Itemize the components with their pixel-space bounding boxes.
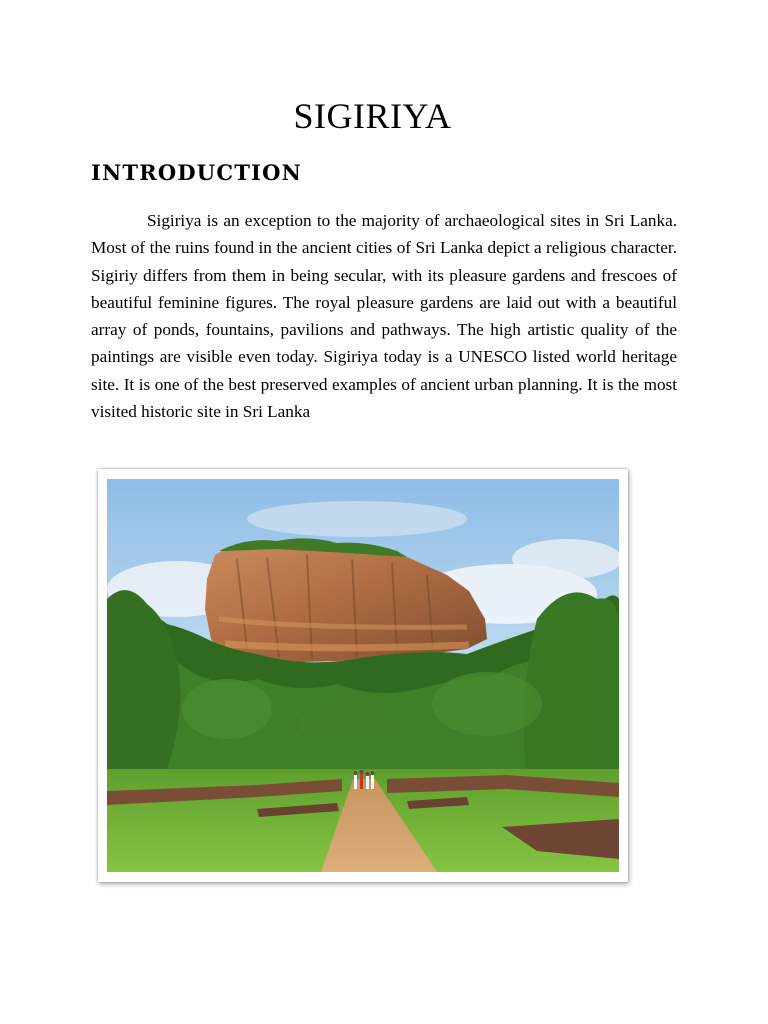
- photo-frame: [98, 469, 628, 882]
- page-title: SIGIRIYA: [293, 96, 452, 136]
- section-heading: INTRODUCTION: [91, 160, 302, 185]
- intro-paragraph: Sigiriya is an exception to the majority of archaeological sites in Sri Lanka. Most of the ruins found in the ancient cities of Sri Lanka depict a religious character. Sigiriy differs from them in being secular, with its pleasure gardens and frescoes of beautiful feminine figures. The royal pleasure gardens are laid out with a beautiful array of ponds, fountains, pavilions and pathways. The high artistic quality of the paintings are visible even today. Sigiriya today is a UNESCO listed world heritage site. It is one of the best preserved examples of ancient urban planning. It is the most visited historic site in Sri Lanka: [91, 211, 677, 422]
- sigiriya-rock-photo: [107, 479, 619, 872]
